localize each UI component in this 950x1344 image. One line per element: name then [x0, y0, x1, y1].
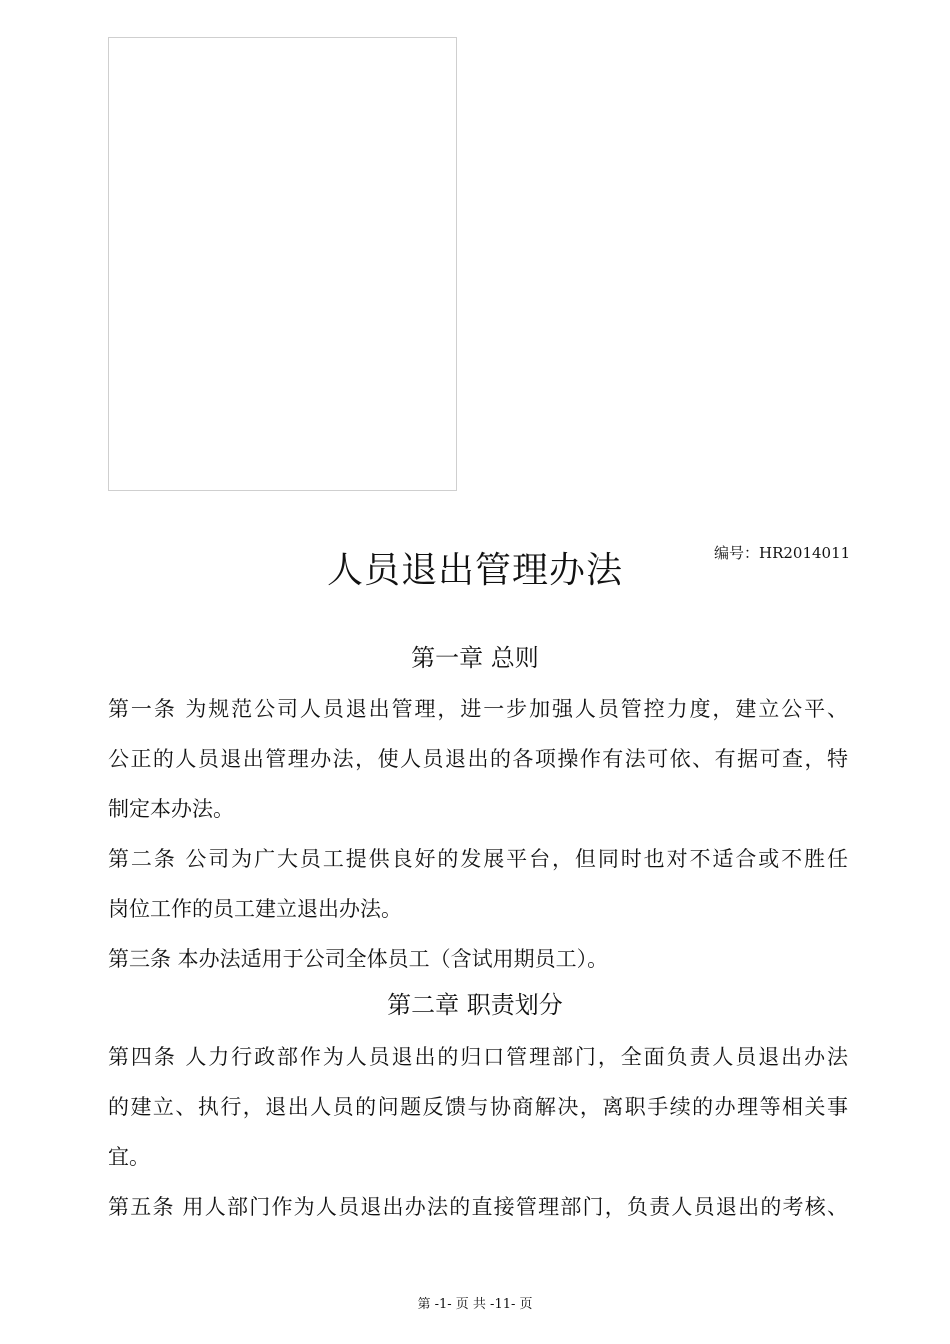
document-number: 编号：HR2014011 [714, 544, 851, 562]
page-footer: 第 -1- 页 共 -11- 页 [417, 1297, 533, 1312]
page-title: 人员退出管理办法 [326, 550, 623, 591]
chapter-heading-1: 第一章 总则 [411, 644, 539, 672]
paragraph-line: 第一条 为规范公司人员退出管理，进一步加强人员管控力度，建立公平、 [108, 697, 848, 721]
paragraph-line: 第三条 本办法适用于公司全体员工（含试用期员工）。 [108, 947, 609, 971]
chapter-heading-2: 第二章 职责划分 [387, 991, 563, 1019]
paragraph-line: 制定本办法。 [108, 797, 234, 821]
image-placeholder [108, 37, 457, 491]
paragraph-line: 的建立、执行，退出人员的问题反馈与协商解决，离职手续的办理等相关事 [108, 1095, 848, 1119]
paragraph-line: 宜。 [108, 1145, 150, 1169]
paragraph-line: 第四条 人力行政部作为人员退出的归口管理部门，全面负责人员退出办法 [108, 1045, 848, 1069]
paragraph-line: 第五条 用人部门作为人员退出办法的直接管理部门，负责人员退出的考核、 [108, 1195, 848, 1219]
paragraph-line: 岗位工作的员工建立退出办法。 [108, 897, 402, 921]
paragraph-line: 第二条 公司为广大员工提供良好的发展平台，但同时也对不适合或不胜任 [108, 847, 848, 871]
paragraph-line: 公正的人员退出管理办法，使人员退出的各项操作有法可依、有据可查，特 [108, 747, 848, 771]
